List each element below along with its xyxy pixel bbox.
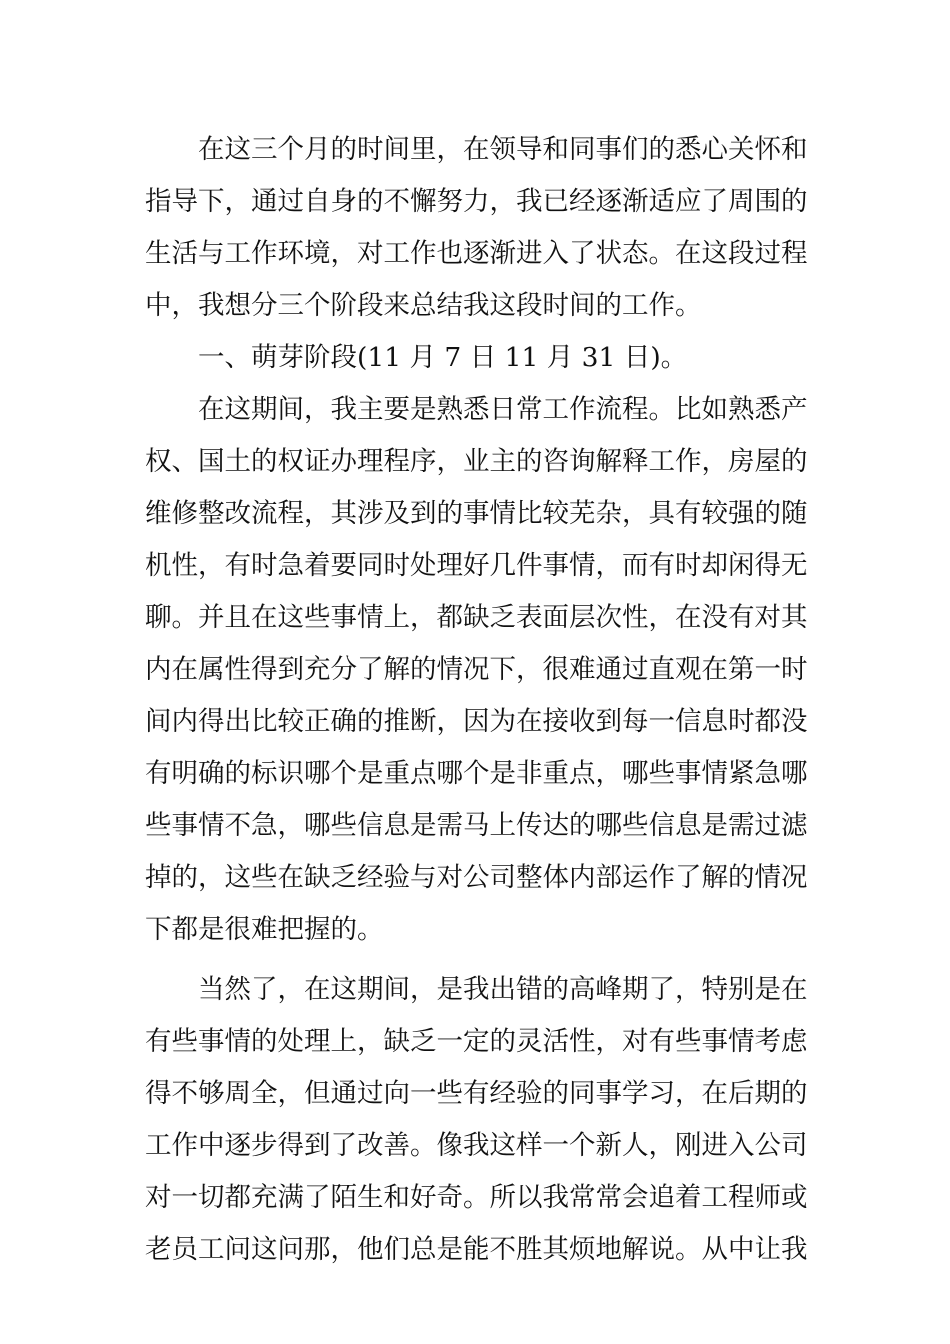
text-line: 内在属性得到充分了解的情况下，很难通过直观在第一时 xyxy=(145,654,808,685)
text-line: 在这期间，我主要是熟悉日常工作流程。比如熟悉产 xyxy=(198,394,808,425)
text-line: 在这三个月的时间里，在领导和同事们的悉心关怀和 xyxy=(198,134,808,165)
text-line: 维修整改流程，其涉及到的事情比较芜杂，具有较强的随 xyxy=(145,498,808,529)
text-line: 掉的，这些在缺乏经验与对公司整体内部运作了解的情况 xyxy=(145,862,808,893)
text-line: 当然了，在这期间，是我出错的高峰期了，特别是在 xyxy=(198,974,808,1005)
text-line: 生活与工作环境，对工作也逐渐进入了状态。在这段过程 xyxy=(145,238,808,269)
text-line: 指导下，通过自身的不懈努力，我已经逐渐适应了周围的 xyxy=(145,186,808,217)
text-line: 中，我想分三个阶段来总结我这段时间的工作。 xyxy=(145,290,702,321)
text-line: 聊。并且在这些事情上，都缺乏表面层次性，在没有对其 xyxy=(145,602,808,633)
text-line: 有些事情的处理上，缺乏一定的灵活性，对有些事情考虑 xyxy=(145,1026,808,1057)
text-line: 下都是很难把握的。 xyxy=(145,914,384,945)
text-line: 得不够周全，但通过向一些有经验的同事学习，在后期的 xyxy=(145,1078,808,1109)
text-line: 些事情不急，哪些信息是需马上传达的哪些信息是需过滤 xyxy=(145,810,808,841)
text-line: 间内得出比较正确的推断，因为在接收到每一信息时都没 xyxy=(145,706,808,737)
text-line: 有明确的标识哪个是重点哪个是非重点，哪些事情紧急哪 xyxy=(145,758,808,789)
text-line: 老员工问这问那，他们总是能不胜其烦地解说。从中让我 xyxy=(145,1234,808,1265)
text-line: 对一切都充满了陌生和好奇。所以我常常会追着工程师或 xyxy=(145,1182,808,1213)
text-line: 工作中逐步得到了改善。像我这样一个新人，刚进入公司 xyxy=(145,1130,808,1161)
text-line: 机性，有时急着要同时处理好几件事情，而有时却闲得无 xyxy=(145,550,808,581)
text-line: 权、国土的权证办理程序，业主的咨询解释工作，房屋的 xyxy=(145,446,808,477)
section-heading: 一、萌芽阶段(11 月 7 日 11 月 31 日)。 xyxy=(198,342,688,373)
